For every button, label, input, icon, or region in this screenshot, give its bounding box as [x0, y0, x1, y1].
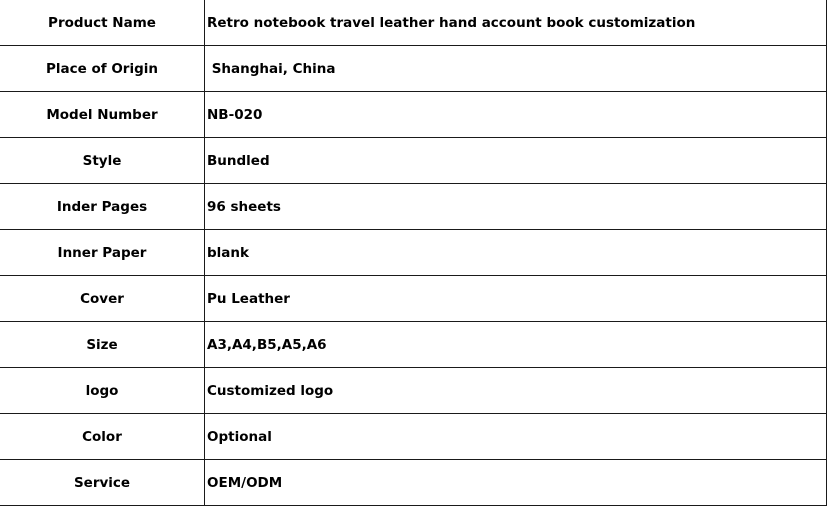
table-row: [0, 184, 827, 230]
spec-label: Place of Origin: [0, 46, 205, 92]
table-row: [0, 276, 827, 322]
spec-label: Color: [0, 414, 205, 460]
table-row: [0, 46, 827, 92]
table-row: [0, 460, 827, 506]
table-row: [0, 414, 827, 460]
table-row: [0, 230, 827, 276]
spec-value: OEM/ODM: [205, 460, 827, 506]
spec-value: blank: [205, 230, 827, 276]
spec-value: Customized logo: [205, 368, 827, 414]
spec-label: Inder Pages: [0, 184, 205, 230]
spec-label: Size: [0, 322, 205, 368]
spec-value: A3,A4,B5,A5,A6: [205, 322, 827, 368]
spec-value: Shanghai, China: [205, 46, 827, 92]
spec-label: Product Name: [0, 0, 205, 46]
spec-label: Cover: [0, 276, 205, 322]
spec-label: logo: [0, 368, 205, 414]
spec-value: Optional: [205, 414, 827, 460]
spec-value: NB-020: [205, 92, 827, 138]
spec-label: Service: [0, 460, 205, 506]
spec-value: Retro notebook travel leather hand account book customization: [205, 0, 827, 46]
table-row: [0, 368, 827, 414]
table-row: [0, 92, 827, 138]
spec-label: Model Number: [0, 92, 205, 138]
table-row: [0, 138, 827, 184]
spec-label: Style: [0, 138, 205, 184]
spec-value: Bundled: [205, 138, 827, 184]
table-row: [0, 0, 827, 46]
spec-value: 96 sheets: [205, 184, 827, 230]
spec-label: Inner Paper: [0, 230, 205, 276]
table-row: [0, 322, 827, 368]
spec-value: Pu Leather: [205, 276, 827, 322]
